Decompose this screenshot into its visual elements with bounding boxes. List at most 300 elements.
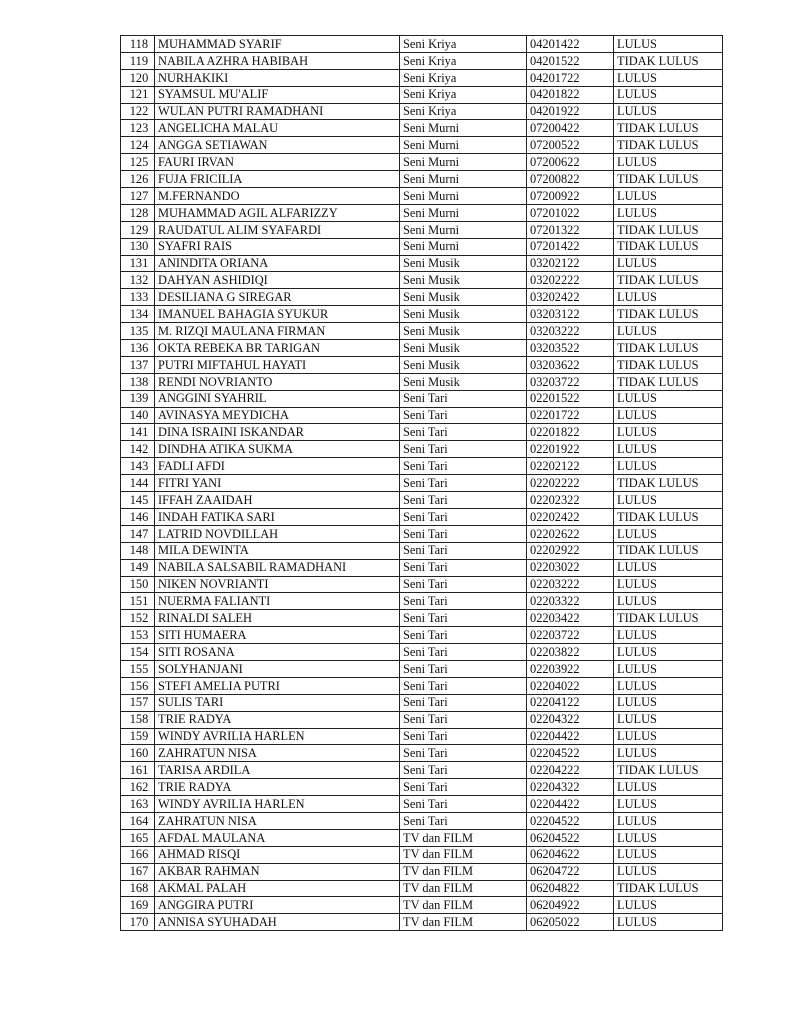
registration-code: 07200822 — [527, 171, 614, 188]
student-name: DAHYAN ASHIDIQI — [155, 272, 400, 289]
table-row — [121, 914, 723, 931]
row-number: 143 — [121, 458, 155, 475]
registration-code: 02201522 — [527, 390, 614, 407]
table-row — [121, 475, 723, 492]
registration-code: 07201322 — [527, 221, 614, 238]
registration-code: 02204222 — [527, 762, 614, 779]
table-row — [121, 542, 723, 559]
study-program: Seni Tari — [400, 694, 527, 711]
registration-code: 02202122 — [527, 458, 614, 475]
result-status: TIDAK LULUS — [614, 137, 723, 154]
table-row — [121, 154, 723, 171]
study-program: TV dan FILM — [400, 829, 527, 846]
registration-code: 02202622 — [527, 525, 614, 542]
student-name: DINA ISRAINI ISKANDAR — [155, 424, 400, 441]
table-row — [121, 711, 723, 728]
registration-code: 06204722 — [527, 863, 614, 880]
table-row — [121, 171, 723, 188]
student-name: M. RIZQI MAULANA FIRMAN — [155, 323, 400, 340]
study-program: Seni Musik — [400, 289, 527, 306]
result-status: LULUS — [614, 711, 723, 728]
student-name: M.FERNANDO — [155, 188, 400, 205]
study-program: Seni Tari — [400, 542, 527, 559]
row-number: 125 — [121, 154, 155, 171]
row-number: 151 — [121, 593, 155, 610]
study-program: Seni Tari — [400, 525, 527, 542]
registration-code: 02204422 — [527, 728, 614, 745]
registration-code: 07201422 — [527, 238, 614, 255]
row-number: 131 — [121, 255, 155, 272]
study-program: TV dan FILM — [400, 863, 527, 880]
study-program: Seni Kriya — [400, 69, 527, 86]
registration-code: 07200522 — [527, 137, 614, 154]
table-row — [121, 289, 723, 306]
result-status: LULUS — [614, 154, 723, 171]
result-status: LULUS — [614, 779, 723, 796]
result-status: LULUS — [614, 36, 723, 53]
registration-code: 02204322 — [527, 711, 614, 728]
student-name: RAUDATUL ALIM SYAFARDI — [155, 221, 400, 238]
study-program: Seni Murni — [400, 204, 527, 221]
study-program: Seni Tari — [400, 475, 527, 492]
student-name: ANGGIRA PUTRI — [155, 897, 400, 914]
study-program: Seni Tari — [400, 559, 527, 576]
registration-code: 02203322 — [527, 593, 614, 610]
table-row — [121, 492, 723, 509]
table-row — [121, 103, 723, 120]
row-number: 145 — [121, 492, 155, 509]
student-name: AHMAD RISQI — [155, 846, 400, 863]
student-name: ANINDITA ORIANA — [155, 255, 400, 272]
student-name: MUHAMMAD AGIL ALFARIZZY — [155, 204, 400, 221]
student-name: ZAHRATUN NISA — [155, 812, 400, 829]
row-number: 169 — [121, 897, 155, 914]
table-row — [121, 745, 723, 762]
row-number: 119 — [121, 52, 155, 69]
result-status: LULUS — [614, 289, 723, 306]
study-program: Seni Tari — [400, 762, 527, 779]
table-row — [121, 880, 723, 897]
registration-code: 03203222 — [527, 323, 614, 340]
row-number: 147 — [121, 525, 155, 542]
row-number: 130 — [121, 238, 155, 255]
result-status: LULUS — [614, 745, 723, 762]
result-status: LULUS — [614, 660, 723, 677]
table-row — [121, 796, 723, 813]
row-number: 122 — [121, 103, 155, 120]
result-status: LULUS — [614, 914, 723, 931]
student-name: ANGELICHA MALAU — [155, 120, 400, 137]
registration-code: 02204122 — [527, 694, 614, 711]
student-name: SITI ROSANA — [155, 644, 400, 661]
row-number: 167 — [121, 863, 155, 880]
registration-code: 02203922 — [527, 660, 614, 677]
student-name: SULIS TARI — [155, 694, 400, 711]
table-row — [121, 846, 723, 863]
result-status: LULUS — [614, 424, 723, 441]
student-name: RENDI NOVRIANTO — [155, 373, 400, 390]
result-status: TIDAK LULUS — [614, 272, 723, 289]
table-row — [121, 188, 723, 205]
study-program: Seni Musik — [400, 356, 527, 373]
result-status: LULUS — [614, 525, 723, 542]
table-row — [121, 559, 723, 576]
study-program: Seni Tari — [400, 627, 527, 644]
study-program: Seni Murni — [400, 188, 527, 205]
student-name: AKBAR RAHMAN — [155, 863, 400, 880]
row-number: 158 — [121, 711, 155, 728]
table-row — [121, 863, 723, 880]
row-number: 159 — [121, 728, 155, 745]
result-status: TIDAK LULUS — [614, 120, 723, 137]
study-program: Seni Tari — [400, 660, 527, 677]
study-program: Seni Tari — [400, 644, 527, 661]
table-row — [121, 812, 723, 829]
study-program: Seni Kriya — [400, 103, 527, 120]
registration-code: 02204322 — [527, 779, 614, 796]
result-status: LULUS — [614, 863, 723, 880]
result-status: LULUS — [614, 644, 723, 661]
table-row — [121, 390, 723, 407]
registration-code: 03203122 — [527, 306, 614, 323]
study-program: Seni Murni — [400, 137, 527, 154]
table-row — [121, 86, 723, 103]
study-program: Seni Kriya — [400, 86, 527, 103]
study-program: Seni Murni — [400, 120, 527, 137]
row-number: 149 — [121, 559, 155, 576]
row-number: 155 — [121, 660, 155, 677]
study-program: Seni Tari — [400, 458, 527, 475]
row-number: 138 — [121, 373, 155, 390]
result-status: TIDAK LULUS — [614, 542, 723, 559]
registration-code: 02201722 — [527, 407, 614, 424]
result-status: TIDAK LULUS — [614, 171, 723, 188]
table-row — [121, 407, 723, 424]
student-name: RINALDI SALEH — [155, 610, 400, 627]
table-row — [121, 762, 723, 779]
student-name: NABILA SALSABIL RAMADHANI — [155, 559, 400, 576]
registration-code: 02203422 — [527, 610, 614, 627]
student-name: FADLI AFDI — [155, 458, 400, 475]
result-status: LULUS — [614, 441, 723, 458]
student-name: SITI HUMAERA — [155, 627, 400, 644]
study-program: Seni Murni — [400, 238, 527, 255]
study-program: Seni Murni — [400, 154, 527, 171]
registration-code: 04201422 — [527, 36, 614, 53]
result-status: TIDAK LULUS — [614, 52, 723, 69]
result-status: TIDAK LULUS — [614, 508, 723, 525]
study-program: Seni Kriya — [400, 52, 527, 69]
student-name: STEFI AMELIA PUTRI — [155, 677, 400, 694]
row-number: 134 — [121, 306, 155, 323]
study-program: Seni Tari — [400, 390, 527, 407]
table-row — [121, 779, 723, 796]
result-status: LULUS — [614, 728, 723, 745]
study-program: Seni Tari — [400, 812, 527, 829]
result-status: LULUS — [614, 458, 723, 475]
student-name: DESILIANA G SIREGAR — [155, 289, 400, 306]
student-name: TRIE RADYA — [155, 779, 400, 796]
row-number: 142 — [121, 441, 155, 458]
table-row — [121, 441, 723, 458]
study-program: Seni Musik — [400, 255, 527, 272]
study-program: Seni Tari — [400, 407, 527, 424]
study-program: Seni Murni — [400, 221, 527, 238]
student-name: LATRID NOVDILLAH — [155, 525, 400, 542]
study-program: Seni Musik — [400, 323, 527, 340]
student-name: WINDY AVRILIA HARLEN — [155, 728, 400, 745]
row-number: 166 — [121, 846, 155, 863]
table-row — [121, 694, 723, 711]
table-row — [121, 204, 723, 221]
student-name: ANNISA SYUHADAH — [155, 914, 400, 931]
table-row — [121, 576, 723, 593]
study-program: Seni Tari — [400, 593, 527, 610]
study-program: Seni Tari — [400, 677, 527, 694]
row-number: 168 — [121, 880, 155, 897]
study-program: Seni Tari — [400, 711, 527, 728]
result-status: LULUS — [614, 846, 723, 863]
row-number: 148 — [121, 542, 155, 559]
study-program: Seni Musik — [400, 373, 527, 390]
registration-code: 07201022 — [527, 204, 614, 221]
study-program: Seni Murni — [400, 171, 527, 188]
registration-code: 04201922 — [527, 103, 614, 120]
study-program: Seni Musik — [400, 272, 527, 289]
registration-code: 04201722 — [527, 69, 614, 86]
row-number: 153 — [121, 627, 155, 644]
study-program: Seni Tari — [400, 492, 527, 509]
row-number: 118 — [121, 36, 155, 53]
registration-code: 02203222 — [527, 576, 614, 593]
table-row — [121, 36, 723, 53]
table-row — [121, 137, 723, 154]
registration-code: 02204522 — [527, 812, 614, 829]
registration-code: 02203722 — [527, 627, 614, 644]
result-status: TIDAK LULUS — [614, 610, 723, 627]
registration-code: 04201522 — [527, 52, 614, 69]
table-row — [121, 593, 723, 610]
table-row — [121, 897, 723, 914]
result-status: TIDAK LULUS — [614, 356, 723, 373]
row-number: 128 — [121, 204, 155, 221]
result-status: LULUS — [614, 390, 723, 407]
registration-code: 07200922 — [527, 188, 614, 205]
table-row — [121, 508, 723, 525]
registration-code: 02203022 — [527, 559, 614, 576]
student-name: ZAHRATUN NISA — [155, 745, 400, 762]
row-number: 133 — [121, 289, 155, 306]
result-status: LULUS — [614, 103, 723, 120]
student-name: SYAFRI RAIS — [155, 238, 400, 255]
registration-code: 02202322 — [527, 492, 614, 509]
row-number: 129 — [121, 221, 155, 238]
registration-code: 07200622 — [527, 154, 614, 171]
study-program: Seni Tari — [400, 441, 527, 458]
registration-code: 06204622 — [527, 846, 614, 863]
study-program: Seni Tari — [400, 508, 527, 525]
result-status: LULUS — [614, 69, 723, 86]
row-number: 165 — [121, 829, 155, 846]
result-status: LULUS — [614, 897, 723, 914]
student-name: NUERMA FALIANTI — [155, 593, 400, 610]
table-row — [121, 525, 723, 542]
study-program: Seni Tari — [400, 576, 527, 593]
student-name: AKMAL PALAH — [155, 880, 400, 897]
study-program: Seni Tari — [400, 610, 527, 627]
student-name: DINDHA ATIKA SUKMA — [155, 441, 400, 458]
registration-code: 03203522 — [527, 340, 614, 357]
table-row — [121, 373, 723, 390]
registration-code: 06204822 — [527, 880, 614, 897]
results-table-body — [121, 36, 723, 931]
result-status: TIDAK LULUS — [614, 880, 723, 897]
student-name: FITRI YANI — [155, 475, 400, 492]
result-status: LULUS — [614, 407, 723, 424]
student-name: NABILA AZHRA HABIBAH — [155, 52, 400, 69]
student-name: TRIE RADYA — [155, 711, 400, 728]
registration-code: 02202222 — [527, 475, 614, 492]
result-status: LULUS — [614, 812, 723, 829]
student-name: PUTRI MIFTAHUL HAYATI — [155, 356, 400, 373]
result-status: LULUS — [614, 694, 723, 711]
study-program: Seni Musik — [400, 340, 527, 357]
table-row — [121, 644, 723, 661]
result-status: TIDAK LULUS — [614, 221, 723, 238]
student-name: ANGGA SETIAWAN — [155, 137, 400, 154]
result-status: LULUS — [614, 593, 723, 610]
result-status: TIDAK LULUS — [614, 238, 723, 255]
result-status: LULUS — [614, 255, 723, 272]
study-program: Seni Kriya — [400, 36, 527, 53]
result-status: LULUS — [614, 86, 723, 103]
row-number: 123 — [121, 120, 155, 137]
student-name: INDAH FATIKA SARI — [155, 508, 400, 525]
study-program: Seni Tari — [400, 728, 527, 745]
row-number: 136 — [121, 340, 155, 357]
registration-code: 03202122 — [527, 255, 614, 272]
study-program: Seni Tari — [400, 796, 527, 813]
table-row — [121, 52, 723, 69]
registration-code: 02204022 — [527, 677, 614, 694]
registration-code: 03203722 — [527, 373, 614, 390]
row-number: 150 — [121, 576, 155, 593]
result-status: LULUS — [614, 188, 723, 205]
registration-code: 03202422 — [527, 289, 614, 306]
row-number: 156 — [121, 677, 155, 694]
result-status: LULUS — [614, 559, 723, 576]
row-number: 170 — [121, 914, 155, 931]
row-number: 146 — [121, 508, 155, 525]
table-row — [121, 829, 723, 846]
result-status: TIDAK LULUS — [614, 340, 723, 357]
results-table — [120, 35, 723, 931]
row-number: 160 — [121, 745, 155, 762]
registration-code: 02204522 — [527, 745, 614, 762]
table-row — [121, 627, 723, 644]
student-name: MILA DEWINTA — [155, 542, 400, 559]
registration-code: 06204922 — [527, 897, 614, 914]
result-status: TIDAK LULUS — [614, 306, 723, 323]
study-program: TV dan FILM — [400, 846, 527, 863]
row-number: 127 — [121, 188, 155, 205]
table-row — [121, 610, 723, 627]
registration-code: 02203822 — [527, 644, 614, 661]
student-name: TARISA ARDILA — [155, 762, 400, 779]
study-program: Seni Tari — [400, 779, 527, 796]
registration-code: 03203622 — [527, 356, 614, 373]
student-name: FAURI IRVAN — [155, 154, 400, 171]
table-row — [121, 221, 723, 238]
registration-code: 06204522 — [527, 829, 614, 846]
registration-code: 04201822 — [527, 86, 614, 103]
registration-code: 02201822 — [527, 424, 614, 441]
row-number: 140 — [121, 407, 155, 424]
student-name: FUJA FRICILIA — [155, 171, 400, 188]
study-program: TV dan FILM — [400, 914, 527, 931]
table-row — [121, 424, 723, 441]
table-row — [121, 728, 723, 745]
result-status: LULUS — [614, 829, 723, 846]
row-number: 141 — [121, 424, 155, 441]
table-row — [121, 356, 723, 373]
table-row — [121, 306, 723, 323]
row-number: 152 — [121, 610, 155, 627]
row-number: 144 — [121, 475, 155, 492]
result-status: LULUS — [614, 576, 723, 593]
result-status: LULUS — [614, 627, 723, 644]
result-status: TIDAK LULUS — [614, 373, 723, 390]
row-number: 137 — [121, 356, 155, 373]
table-row — [121, 69, 723, 86]
table-row — [121, 238, 723, 255]
student-name: SOLYHANJANI — [155, 660, 400, 677]
row-number: 163 — [121, 796, 155, 813]
row-number: 161 — [121, 762, 155, 779]
student-name: MUHAMMAD SYARIF — [155, 36, 400, 53]
result-status: TIDAK LULUS — [614, 475, 723, 492]
table-row — [121, 458, 723, 475]
row-number: 157 — [121, 694, 155, 711]
student-name: WULAN PUTRI RAMADHANI — [155, 103, 400, 120]
registration-code: 02202922 — [527, 542, 614, 559]
row-number: 162 — [121, 779, 155, 796]
table-row — [121, 272, 723, 289]
row-number: 135 — [121, 323, 155, 340]
student-name: OKTA REBEKA BR TARIGAN — [155, 340, 400, 357]
study-program: Seni Musik — [400, 306, 527, 323]
result-status: LULUS — [614, 677, 723, 694]
table-row — [121, 255, 723, 272]
row-number: 124 — [121, 137, 155, 154]
row-number: 121 — [121, 86, 155, 103]
student-name: AVINASYA MEYDICHA — [155, 407, 400, 424]
table-row — [121, 323, 723, 340]
registration-code: 03202222 — [527, 272, 614, 289]
result-status: LULUS — [614, 323, 723, 340]
row-number: 132 — [121, 272, 155, 289]
row-number: 154 — [121, 644, 155, 661]
student-name: NIKEN NOVRIANTI — [155, 576, 400, 593]
student-name: ANGGINI SYAHRIL — [155, 390, 400, 407]
row-number: 120 — [121, 69, 155, 86]
row-number: 164 — [121, 812, 155, 829]
result-status: LULUS — [614, 492, 723, 509]
table-row — [121, 120, 723, 137]
student-name: NURHAKIKI — [155, 69, 400, 86]
row-number: 139 — [121, 390, 155, 407]
table-row — [121, 340, 723, 357]
